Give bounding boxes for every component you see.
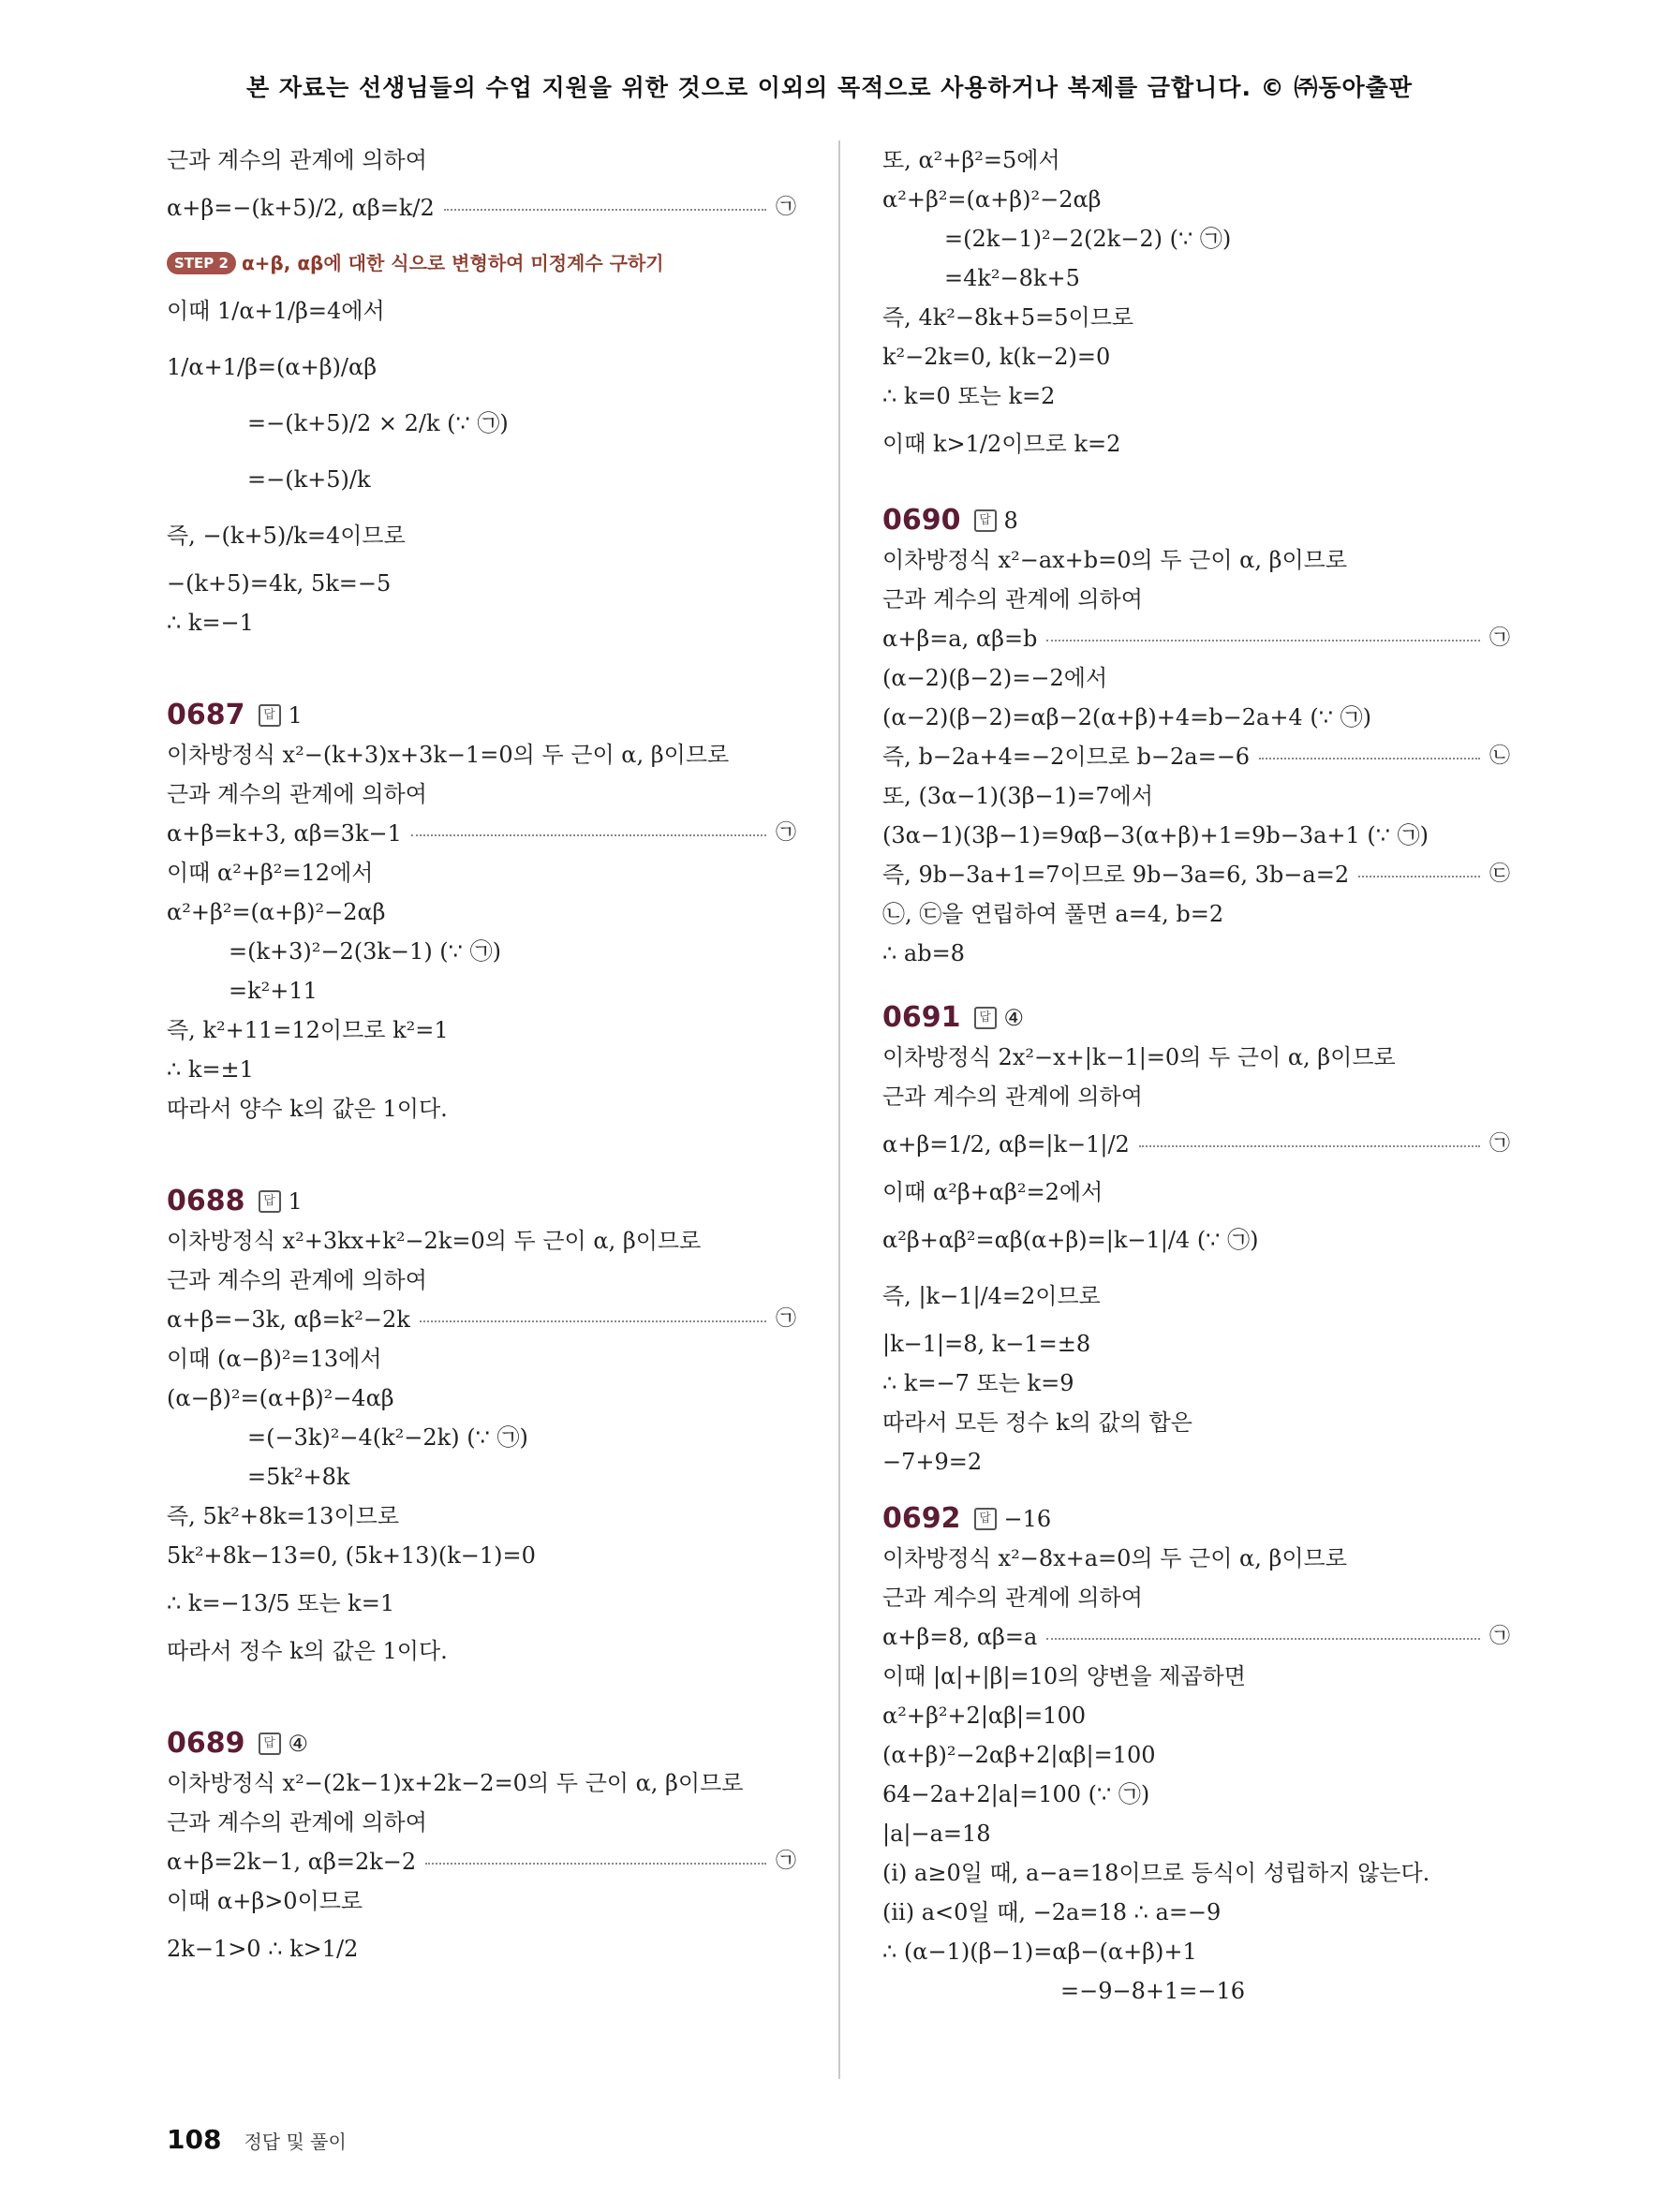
- equation-text: 즉, 9b−3a+1=7이므로 9b−3a=6, 3b−a=2: [882, 862, 1350, 888]
- problem-0692: [882, 1502, 1510, 2011]
- equation-line: 2k−1>0 ∴ k>1/2: [167, 1936, 359, 1962]
- text-line: 이차방정식 x²−(k+3)x+3k−1=0의 두 근이 α, β이므로: [167, 742, 730, 768]
- answer-value: 1: [288, 1187, 303, 1215]
- problem-0689: [167, 1727, 796, 1977]
- text-line: 이때 α²β+αβ²=2에서: [882, 1179, 1104, 1205]
- problem-number: 0687: [167, 699, 245, 731]
- problem-header: [882, 1502, 1510, 1535]
- answer-icon: 답: [974, 509, 997, 532]
- text-line: 근과 계수의 관계에 의하여: [167, 147, 427, 173]
- conclusion-line: ∴ k=−13/5 또는 k=1: [167, 1590, 395, 1616]
- equation-line: =−(k+5)/2 × 2/k (∵ ㉠): [247, 410, 509, 436]
- text-line: 이차방정식 2x²−x+|k−1|=0의 두 근이 α, β이므로: [882, 1044, 1396, 1070]
- text-line: 근과 계수의 관계에 의하여: [882, 586, 1143, 612]
- text-line: 이때 1/α+1/β=4에서: [167, 298, 385, 324]
- text-line: 또, α²+β²=5에서: [882, 147, 1060, 173]
- dotted-leader: [425, 1863, 766, 1865]
- problem-header: [167, 1727, 796, 1760]
- circled-marker: ㉠: [1489, 1625, 1510, 1648]
- equation-line: [882, 855, 1510, 894]
- circled-marker: ㉢: [1489, 863, 1510, 886]
- equation-line: (α−2)(β−2)=αβ−2(α+β)+4=b−2a+4 (∵ ㉠): [882, 704, 1371, 730]
- dotted-leader: [1139, 1145, 1480, 1147]
- text-line: 근과 계수의 관계에 의하여: [167, 1809, 427, 1836]
- circled-marker: ㉡: [1489, 745, 1510, 768]
- text-line: 또, (3α−1)(3β−1)=7에서: [882, 783, 1154, 809]
- right-column: [882, 140, 1510, 2011]
- equation-line: =5k²+8k: [247, 1464, 350, 1490]
- equation-text: α+β=1/2, αβ=|k−1|/2: [882, 1131, 1130, 1158]
- equation-line: α²+β²+2|αβ|=100: [882, 1703, 1086, 1729]
- text-line: 이때 |α|+|β|=10의 양변을 제곱하면: [882, 1663, 1246, 1689]
- equation-line: |a|−a=18: [882, 1821, 991, 1847]
- text-line: 따라서 양수 k의 값은 1이다.: [167, 1096, 448, 1122]
- answer-icon: 답: [259, 704, 281, 727]
- dotted-leader: [444, 209, 766, 211]
- equation-text: α+β=2k−1, αβ=2k−2: [167, 1849, 417, 1875]
- text-line: 즉, 4k²−8k+5=5이므로: [882, 304, 1134, 331]
- equation-line: k²−2k=0, k(k−2)=0: [882, 344, 1111, 370]
- text-line: 근과 계수의 관계에 의하여: [882, 1084, 1143, 1110]
- answer-value: 8: [1003, 507, 1018, 534]
- equation-line: [882, 737, 1510, 776]
- equation-line: −7+9=2: [882, 1449, 983, 1475]
- conclusion-line: ∴ k=−1: [167, 610, 254, 636]
- text-line: 즉, |k−1|/4=2이므로: [882, 1283, 1101, 1309]
- answer-value: 1: [288, 701, 303, 729]
- text-line: 이차방정식 x²+3kx+k²−2k=0의 두 근이 α, β이므로: [167, 1228, 702, 1254]
- equation-line: (3α−1)(3β−1)=9αβ−3(α+β)+1=9b−3a+1 (∵ ㉠): [882, 822, 1429, 848]
- text-line: 즉, −(k+5)/k=4이므로: [167, 523, 406, 549]
- problem-0688: [167, 1185, 796, 1671]
- text-line: 따라서 정수 k의 값은 1이다.: [167, 1638, 448, 1664]
- answer-icon: 답: [974, 1007, 997, 1029]
- copyright-banner: 본 자료는 선생님들의 수업 지원을 위한 것으로 이외의 목적으로 사용하거나 복제를 금합니다. © ㈜동아출판: [246, 74, 1413, 101]
- equation-line: [882, 1116, 1510, 1172]
- equation-line: (α+β)²−2αβ+2|αβ|=100: [882, 1742, 1156, 1768]
- text-line: 근과 계수의 관계에 의하여: [167, 781, 427, 807]
- problem-0691: [882, 1001, 1510, 1482]
- step-heading: [167, 243, 796, 283]
- conclusion-line: ∴ (α−1)(β−1)=αβ−(α+β)+1: [882, 1939, 1197, 1965]
- equation-line: [882, 1617, 1510, 1657]
- dotted-leader: [1046, 640, 1480, 641]
- text-line: (α−2)(β−2)=−2에서: [882, 665, 1108, 691]
- conclusion-line: ∴ k=0 또는 k=2: [882, 383, 1056, 409]
- equation-line: =4k²−8k+5: [944, 265, 1080, 291]
- equation-text: α+β=−3k, αβ=k²−2k: [167, 1306, 410, 1333]
- circled-marker: ㉠: [775, 1307, 796, 1331]
- text-line: 이때 k>1/2이므로 k=2: [882, 431, 1121, 457]
- equation-line: 64−2a+2|a|=100 (∵ ㉠): [882, 1781, 1150, 1807]
- equation-line: =(k+3)²−2(3k−1) (∵ ㉠): [229, 938, 501, 965]
- equation-line: [882, 619, 1510, 658]
- equation-line: =(2k−1)²−2(2k−2) (∵ ㉠): [944, 226, 1232, 252]
- equation-line: α²β+αβ²=αβ(α+β)=|k−1|/4 (∵ ㉠): [882, 1227, 1259, 1253]
- equation-line: =−9−8+1=−16: [1060, 1978, 1246, 2004]
- equation-line: [167, 1300, 796, 1339]
- dotted-leader: [420, 1320, 766, 1322]
- circled-marker: ㉠: [775, 1850, 796, 1873]
- circled-marker: ㉠: [775, 196, 796, 219]
- circled-marker: ㉠: [1489, 1132, 1510, 1156]
- text-line: 이차방정식 x²−(2k−1)x+2k−2=0의 두 근이 α, β이므로: [167, 1770, 744, 1796]
- equation-line: [167, 180, 796, 236]
- equation-line: 5k²+8k−13=0, (5k+13)(k−1)=0: [167, 1542, 536, 1569]
- text-line: 근과 계수의 관계에 의하여: [167, 1267, 427, 1293]
- step-title: α+β, αβ에 대한 식으로 변형하여 미정계수 구하기: [241, 252, 664, 274]
- dotted-leader: [1046, 1638, 1480, 1640]
- equation-line: [167, 1842, 796, 1881]
- dotted-leader: [1358, 876, 1480, 877]
- equation-text: α+β=a, αβ=b: [882, 626, 1038, 652]
- problem-number: 0688: [167, 1185, 245, 1217]
- dotted-leader: [1259, 758, 1480, 759]
- page-footer: [167, 2124, 347, 2155]
- equation-text: α+β=k+3, αβ=3k−1: [167, 820, 402, 847]
- problem-header: [167, 699, 796, 731]
- conclusion-line: ∴ k=−7 또는 k=9: [882, 1370, 1074, 1396]
- column-divider: [838, 140, 840, 2079]
- answer-value: ④: [1003, 1004, 1025, 1031]
- section-label: 정답 및 풀이: [244, 2131, 347, 2153]
- answer-icon: 답: [259, 1733, 281, 1755]
- text-line: 이차방정식 x²−ax+b=0의 두 근이 α, β이므로: [882, 547, 1348, 573]
- equation-line: =(−3k)²−4(k²−2k) (∵ ㉠): [247, 1424, 528, 1451]
- equation-line: |k−1|=8, k−1=±8: [882, 1331, 1091, 1357]
- conclusion-line: ∴ k=±1: [167, 1056, 254, 1083]
- problem-number: 0690: [882, 504, 961, 537]
- equation-text: α+β=−(k+5)/2, αβ=k/2: [167, 195, 435, 221]
- case-line: (ii) a<0일 때, −2a=18 ∴ a=−9: [882, 1899, 1222, 1925]
- conclusion-line: ∴ ab=8: [882, 940, 965, 966]
- equation-line: [167, 814, 796, 853]
- case-line: (i) a≥0일 때, a−a=18이므로 등식이 성립하지 않는다.: [882, 1860, 1430, 1886]
- answer-value: −16: [1003, 1505, 1052, 1532]
- dotted-leader: [411, 834, 766, 836]
- problem-number: 0692: [882, 1502, 961, 1535]
- text-line: 이차방정식 x²−8x+a=0의 두 근이 α, β이므로: [882, 1545, 1347, 1571]
- step-badge: STEP 2: [167, 252, 236, 274]
- problem-number: 0691: [882, 1001, 961, 1034]
- text-line: ㉡, ㉢을 연립하여 풀면 a=4, b=2: [882, 901, 1224, 927]
- equation-line: −(k+5)=4k, 5k=−5: [167, 570, 392, 597]
- text-line: 근과 계수의 관계에 의하여: [882, 1585, 1143, 1611]
- equation-text: α+β=8, αβ=a: [882, 1624, 1038, 1650]
- text-line: 이때 α+β>0이므로: [167, 1888, 363, 1914]
- problem-header: [882, 1001, 1510, 1034]
- text-line: 즉, k²+11=12이므로 k²=1: [167, 1017, 449, 1043]
- answer-icon: 답: [259, 1190, 281, 1213]
- equation-line: α²+β²=(α+β)²−2αβ: [167, 899, 386, 925]
- page-number: 108: [167, 2124, 222, 2155]
- answer-value: ④: [288, 1730, 309, 1757]
- problem-header: [882, 504, 1510, 537]
- text-line: 이때 (α−β)²=13에서: [167, 1346, 382, 1372]
- equation-line: =−(k+5)/k: [247, 466, 371, 493]
- equation-line: 1/α+1/β=(α+β)/αβ: [167, 354, 378, 380]
- equation-line: (α−β)²=(α+β)²−4αβ: [167, 1385, 394, 1411]
- left-column: [167, 140, 796, 1977]
- equation-line: =k²+11: [229, 978, 318, 1004]
- text-line: 따라서 모든 정수 k의 값의 합은: [882, 1409, 1192, 1436]
- answer-icon: 답: [974, 1508, 997, 1530]
- text-line: 즉, 5k²+8k=13이므로: [167, 1503, 399, 1529]
- problem-header: [167, 1185, 796, 1217]
- circled-marker: ㉠: [1489, 627, 1510, 650]
- problem-0687: [167, 699, 796, 1128]
- problem-number: 0689: [167, 1727, 245, 1760]
- equation-line: α²+β²=(α+β)²−2αβ: [882, 186, 1102, 213]
- equation-text: 즉, b−2a+4=−2이므로 b−2a=−6: [882, 744, 1251, 770]
- problem-0690: [882, 504, 1510, 973]
- text-line: 이때 α²+β²=12에서: [167, 860, 374, 886]
- circled-marker: ㉠: [775, 821, 796, 845]
